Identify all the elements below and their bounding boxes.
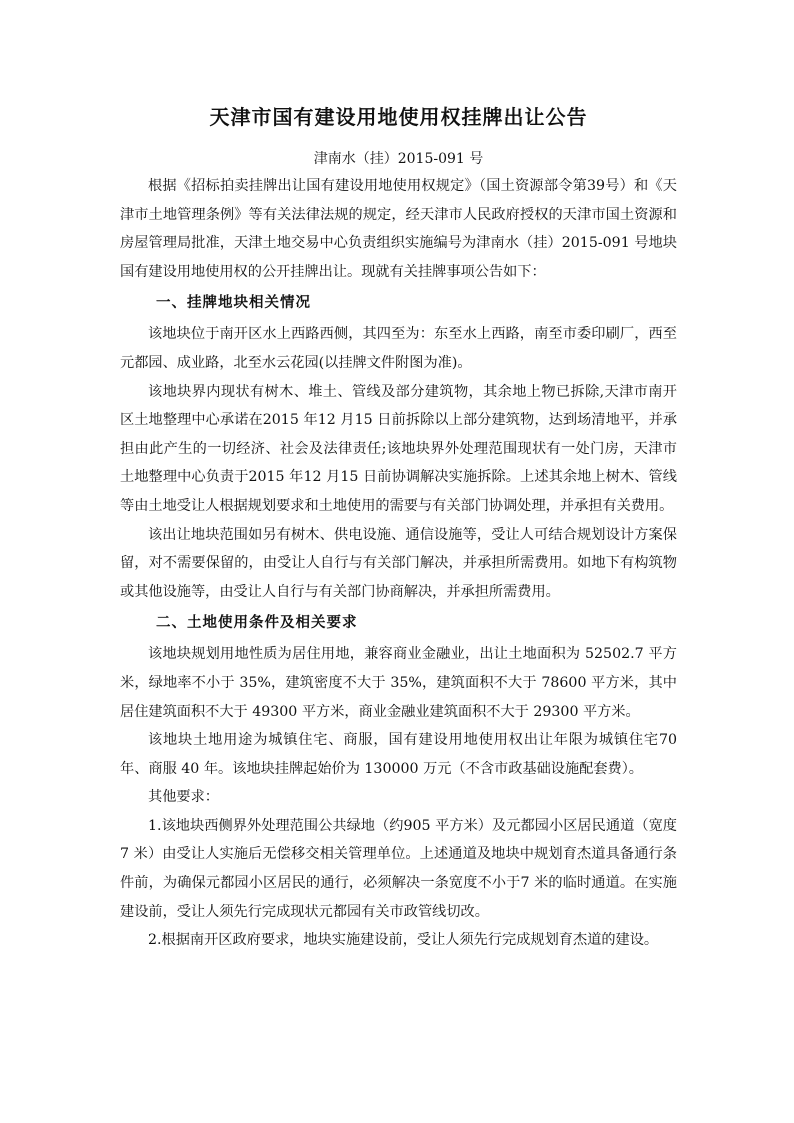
other-requirements-label: 其他要求：	[148, 789, 219, 806]
document-title: 天津市国有建设用地使用权挂牌出让公告	[209, 105, 588, 129]
section1-paragraph-2: 该地块界内现状有树木、堆土、管线及部分建筑物，其余地上物已拆除,天津市南开区土地整理中心承诺在2015 年12 月15 日前拆除以上部分建筑物，达到场清地平，并承担由此产生的一切经济、社会及法律责任;该地块界外处理范围现状有一处门房，天津市土地整理中心负责于2015 年12 月15 日前协调解决实施拆除。上述其余地上树木、管线等由土地受让人根据规划要求和土地使用的需要与有关部门协调处理，并承担有关费用。	[120, 383, 677, 514]
section2-paragraph-2: 该地块土地用途为城镇住宅、商服，国有建设用地使用权出让年限为城镇住宅70 年、商服 40 年。该地块挂牌起始价为 130000 万元（不含市政基础设施配套费）。	[120, 732, 677, 777]
document-number: 津南水（挂）2015-091 号	[313, 151, 484, 167]
requirement-item-2: 2.根据南开区政府要求，地块实施建设前，受让人须先行完成规划育杰道的建设。	[148, 932, 659, 949]
document-page	[120, 100, 677, 955]
section-heading-1: 一、挂牌地块相关情况	[156, 294, 311, 312]
intro-paragraph: 根据《招标拍卖挂牌出让国有建设用地使用权规定》（国土资源部令第39号）和《天津市土地管理条例》等有关法律法规的规定，经天津市人民政府授权的天津市国土资源和房屋管理局批准，天津土地交易中心负责组织实施编号为津南水（挂）2015-091 号地块国有建设用地使用权的公开挂牌出让。现就有关挂牌事项公告如下：	[120, 178, 677, 280]
section1-paragraph-1: 该地块位于南开区水上西路西侧，其四至为：东至水上西路，南至市委印刷厂，西至元都园、成业路，北至水云花园(以挂牌文件附图为准)。	[120, 326, 677, 371]
section2-paragraph-1: 该地块规划用地性质为居住用地，兼容商业金融业，出让土地面积为 52502.7 平方米，绿地率不小于 35%，建筑密度不大于 35%，建筑面积不大于 78600 平方米，其中居住建筑面积不大于 49300 平方米，商业金融业建筑面积不大于 29300 平方米。	[120, 646, 677, 720]
section1-paragraph-3: 该出让地块范围如另有树木、供电设施、通信设施等，受让人可结合规划设计方案保留，对不需要保留的，由受让人自行与有关部门解决，并承担所需费用。如地下有构筑物或其他设施等，由受让人自行与有关部门协商解决，并承担所需费用。	[120, 526, 677, 600]
section-heading-2: 二、土地使用条件及相关要求	[156, 614, 358, 632]
requirement-item-1: 1.该地块西侧界外处理范围公共绿地（约905 平方米）及元都园小区居民通道（宽度7 米）由受让人实施后无偿移交相关管理单位。上述通道及地块中规划育杰道具备通行条件前，为确保元都园小区居民的通行，必须解决一条宽度不小于7 米的临时通道。在实施建设前，受让人须先行完成现状元都园有关市政管线切改。	[120, 817, 677, 920]
